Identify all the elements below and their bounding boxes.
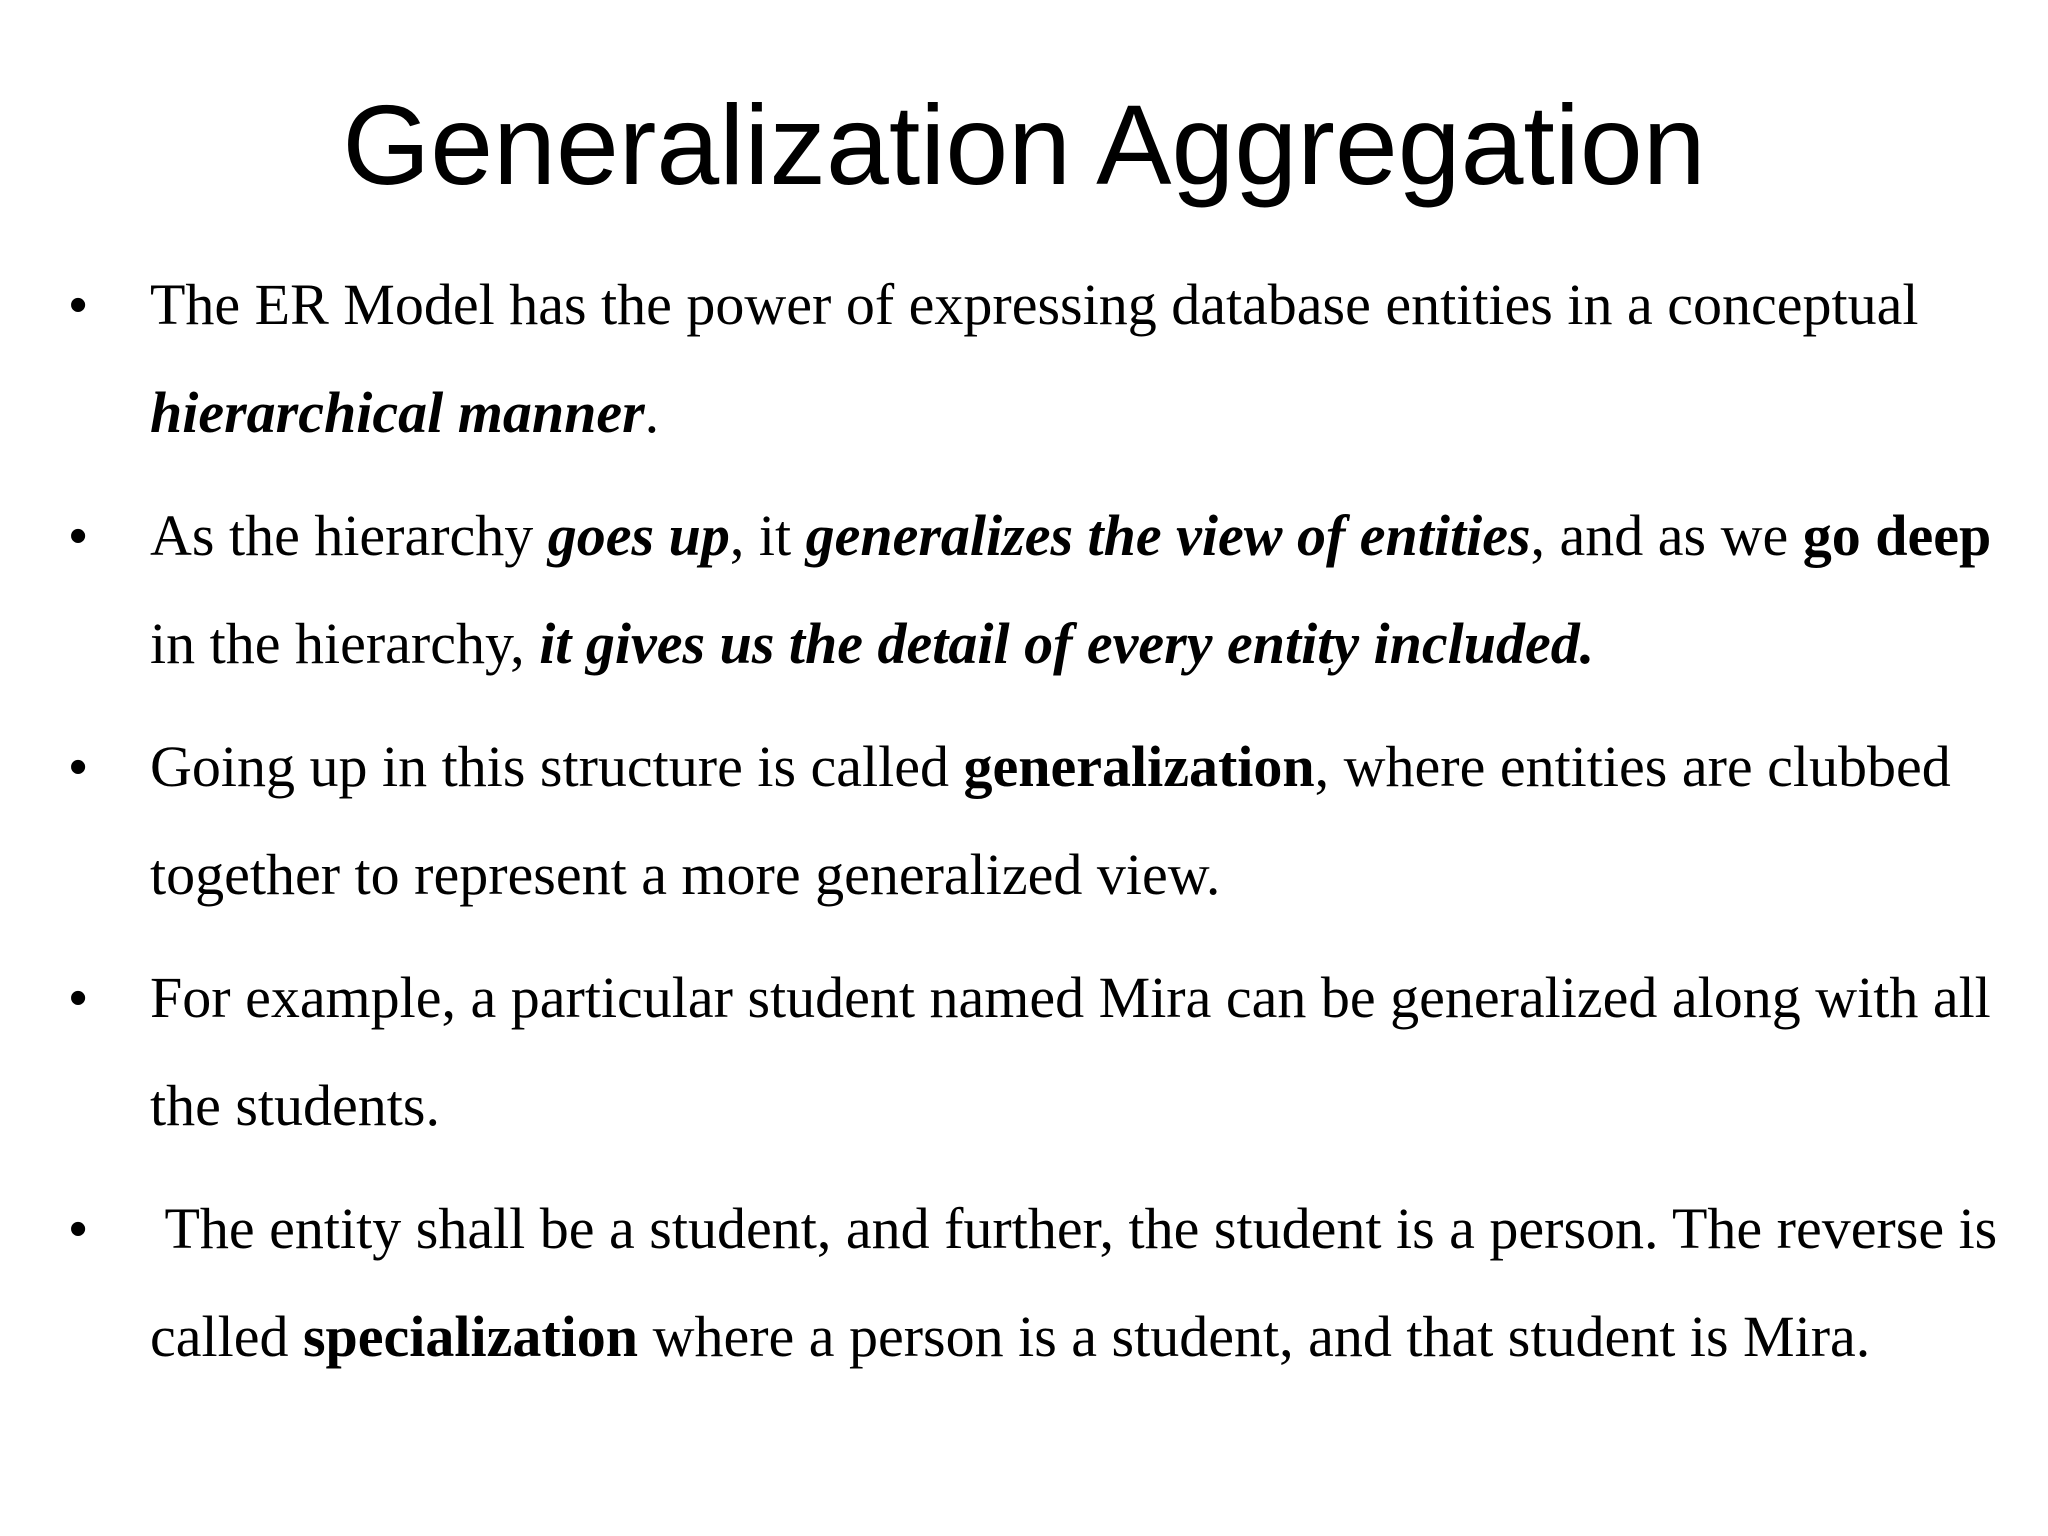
- bullet-item-3: [0, 713, 2048, 929]
- bullet-item-2: [0, 482, 2048, 698]
- bullet-text: Going up in this structure is called: [150, 734, 964, 799]
- emphasis-text: it gives us the detail of every entity included.: [539, 611, 1595, 676]
- bullet-item-1: [0, 251, 2048, 467]
- bullet-item-4: [0, 944, 2048, 1160]
- bullet-text: As the hierarchy: [150, 503, 548, 568]
- bullet-icon: •: [69, 738, 88, 796]
- slide-title: Generalization Aggregation: [342, 82, 1706, 208]
- bullet-text: The ER Model has the power of expressing database entities in a conceptual: [150, 272, 1919, 337]
- bullet-icon: •: [69, 507, 88, 565]
- bullet-icon: •: [69, 1200, 88, 1258]
- bold-text: go deep: [1802, 503, 1992, 568]
- bullet-text: , it: [729, 503, 806, 568]
- bullet-icon: •: [69, 276, 88, 334]
- bullet-text: For example, a particular student named Mira can be generalized along with all the students.: [150, 965, 1991, 1138]
- bullet-text: , and as we: [1530, 503, 1803, 568]
- bullet-text: , where entities are clubbed together to represent a more generalized view.: [150, 734, 1951, 907]
- bullet-icon: •: [69, 969, 88, 1027]
- bold-text: specialization: [302, 1304, 639, 1369]
- bullet-text: in the hierarchy,: [150, 611, 540, 676]
- bullet-text: where a person is a student, and that student is Mira.: [638, 1304, 1871, 1369]
- emphasis-text: goes up: [547, 503, 730, 568]
- bullet-text: The entity shall be a student, and further, the student is a person. The reverse is called: [150, 1196, 2012, 1369]
- emphasis-text: hierarchical manner: [150, 380, 645, 445]
- bullet-list: [0, 251, 2048, 1406]
- bold-text: generalization: [963, 734, 1315, 799]
- bullet-text: .: [644, 380, 660, 445]
- bullet-item-5: [0, 1175, 2048, 1391]
- emphasis-text: generalizes the view of entities: [805, 503, 1531, 568]
